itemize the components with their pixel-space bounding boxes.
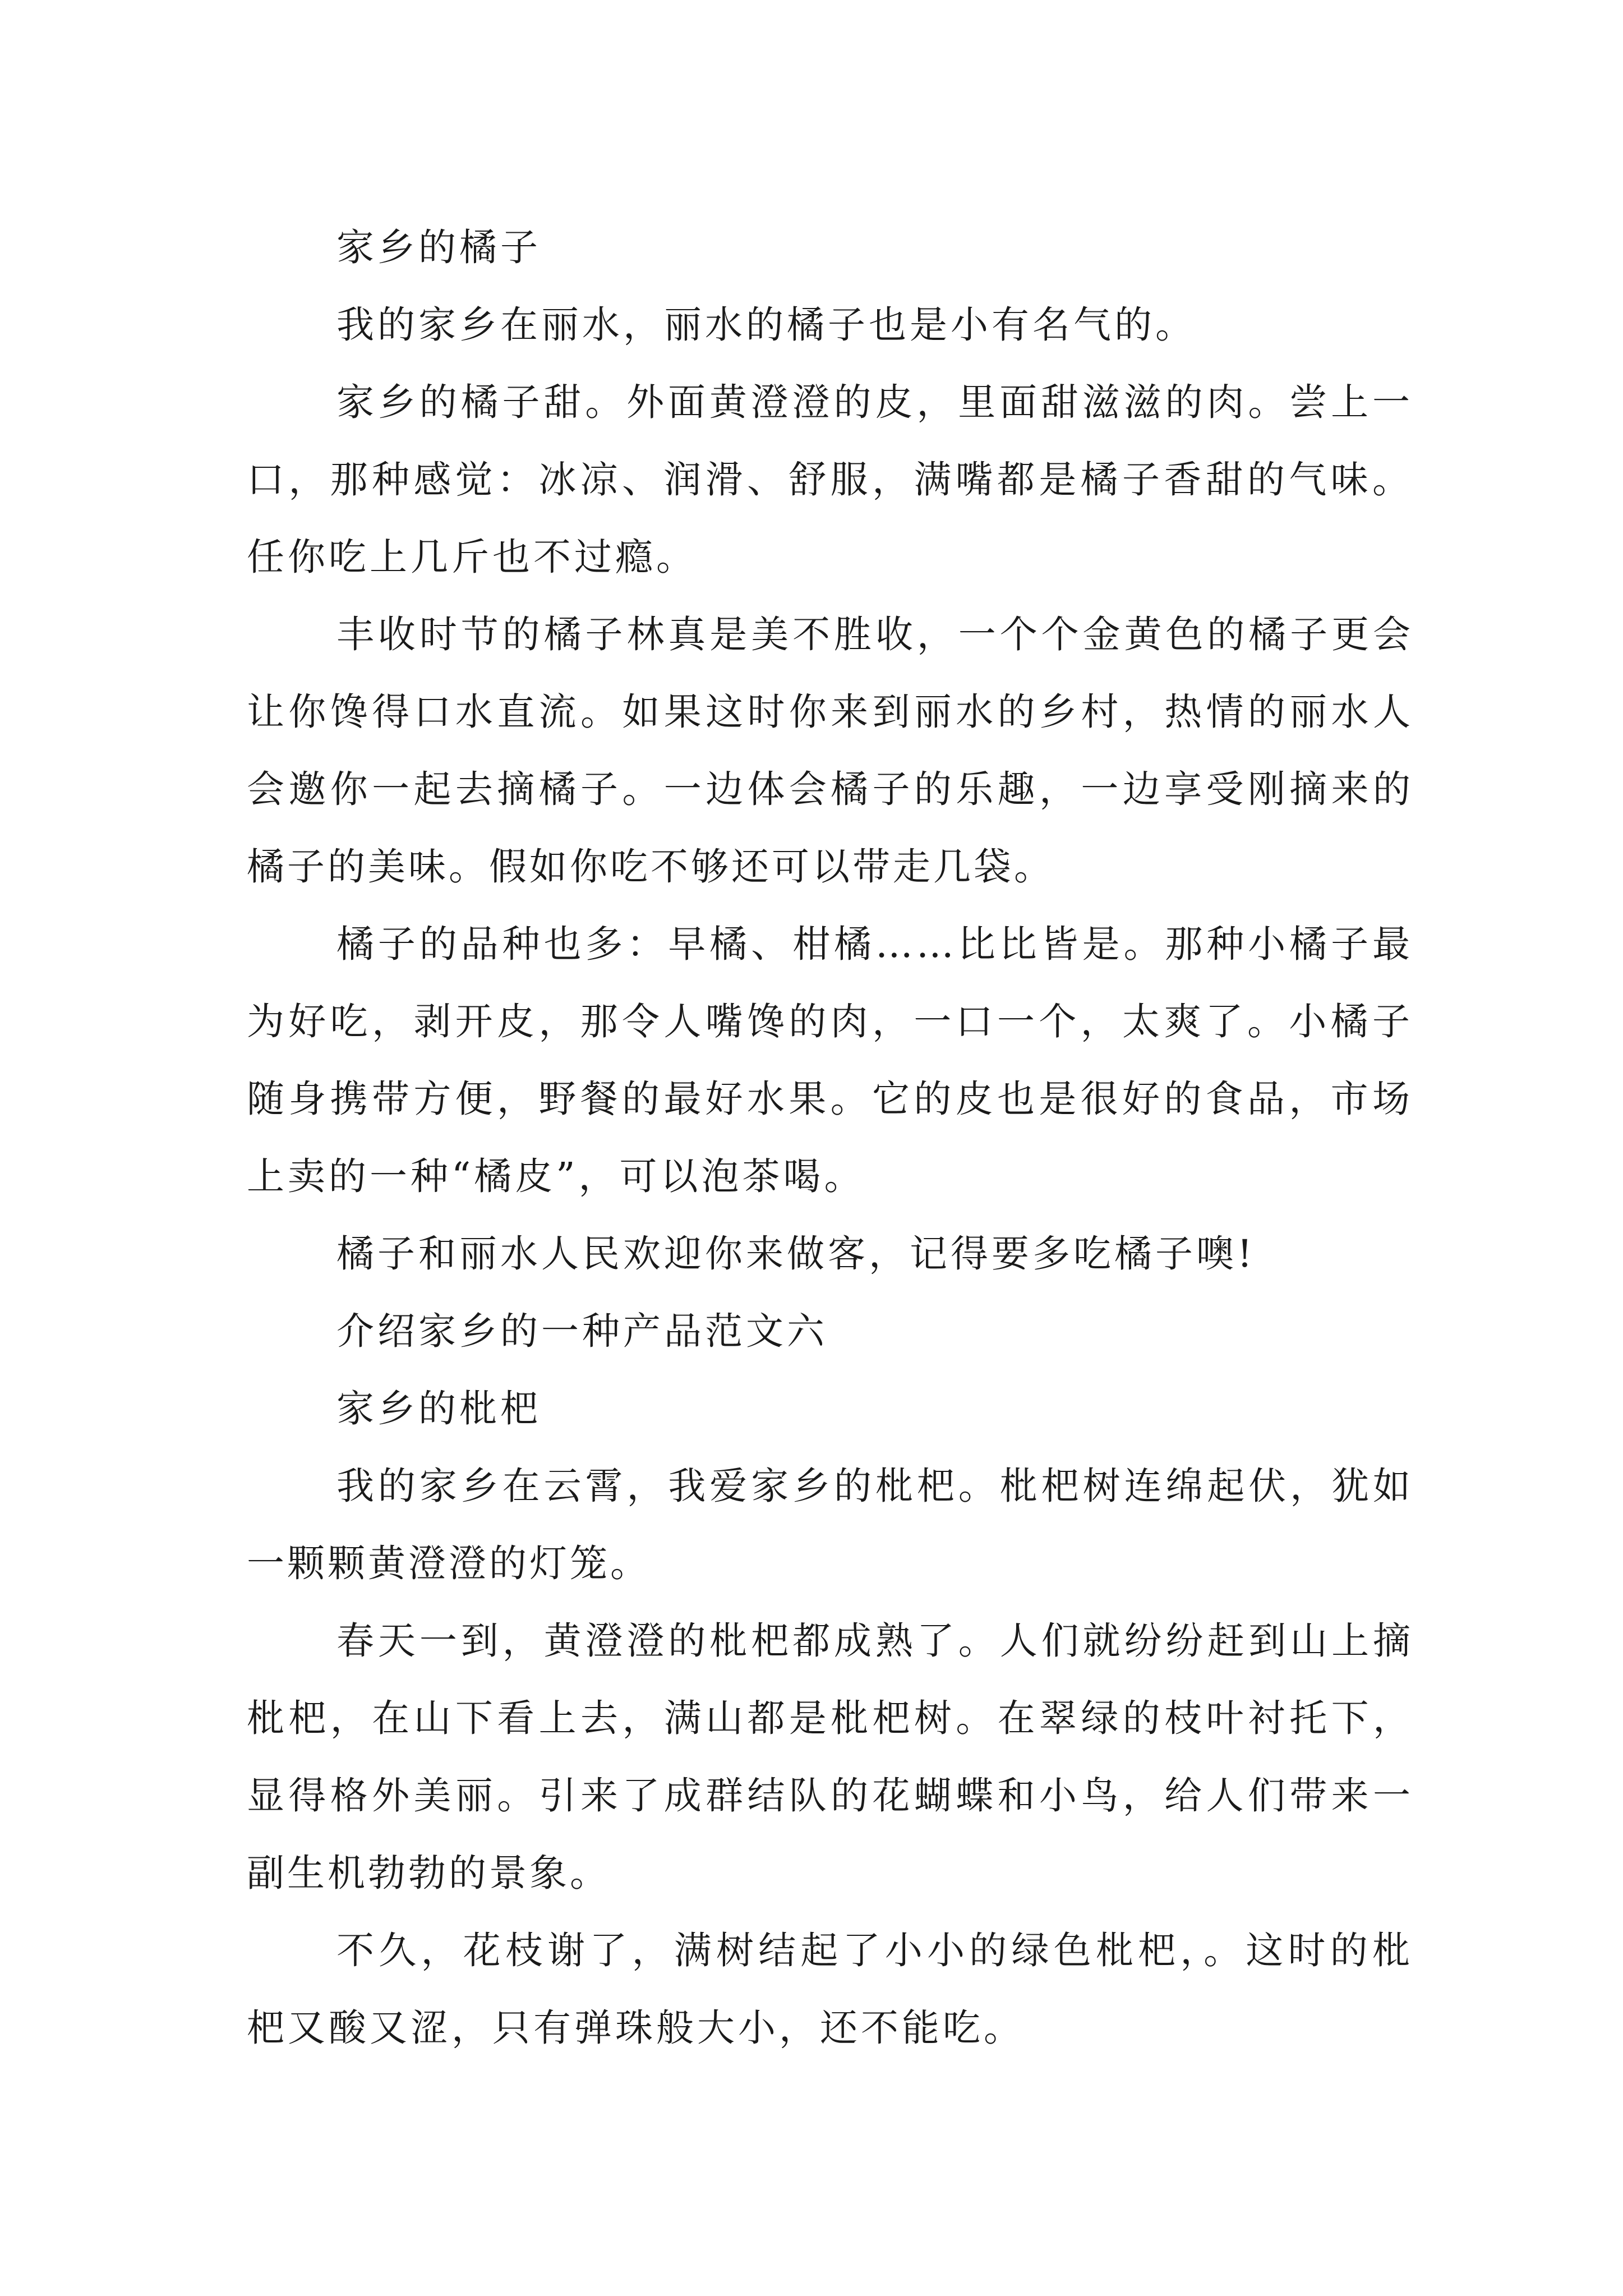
document-body bbox=[247, 209, 1413, 2067]
paragraph-green-loquats: 不久，花枝谢了，满树结起了小小的绿色枇杷，。这时的枇杷又酸又涩，只有弹珠般大小，还不能吃。 bbox=[247, 1929, 1413, 2050]
paragraph-intro-lishui: 我的家乡在丽水，丽水的橘子也是小有名气的。 bbox=[336, 303, 1196, 347]
essay-title-oranges: 家乡的橘子 bbox=[336, 226, 541, 269]
paragraph-intro-yunxiao: 我的家乡在云霄，我爱家乡的枇杷。枇杷树连绵起伏，犹如一颗颗黄澄澄的灯笼。 bbox=[247, 1464, 1413, 1585]
essay-title-loquats: 家乡的枇杷 bbox=[336, 1387, 541, 1430]
paragraph-orange-varieties: 橘子的品种也多：早橘、柑橘……比比皆是。那种小橘子最为好吃，剥开皮，那令人嘴馋的肉，一口一个，太爽了。小橘子随身携带方便，野餐的最好水果。它的皮也是很好的食品，市场上卖的一种“橘皮”，可以泡茶喝。 bbox=[247, 922, 1413, 1198]
paragraph-spring-loquats: 春天一到，黄澄澄的枇杷都成熟了。人们就纷纷赶到山上摘枇杷，在山下看上去，满山都是枇杷树。在翠绿的枝叶衬托下，显得格外美丽。引来了成群结队的花蝴蝶和小鸟，给人们带来一副生机勃勃的景象。 bbox=[247, 1619, 1413, 1895]
paragraph-welcome: 橘子和丽水人民欢迎你来做客，记得要多吃橘子噢! bbox=[336, 1232, 1256, 1276]
section-heading-sample-six: 介绍家乡的一种产品范文六 bbox=[336, 1309, 828, 1353]
paragraph-harvest-season: 丰收时节的橘子林真是美不胜收，一个个金黄色的橘子更会让你馋得口水直流。如果这时你来到丽水的乡村，热情的丽水人会邀你一起去摘橘子。一边体会橘子的乐趣，一边享受刚摘来的橘子的美味。假如你吃不够还可以带走几袋。 bbox=[247, 613, 1413, 889]
paragraph-sweet-oranges: 家乡的橘子甜。外面黄澄澄的皮，里面甜滋滋的肉。尝上一口，那种感觉：冰凉、润滑、舒服，满嘴都是橘子香甜的气味。任你吃上几斤也不过瘾。 bbox=[247, 380, 1413, 579]
